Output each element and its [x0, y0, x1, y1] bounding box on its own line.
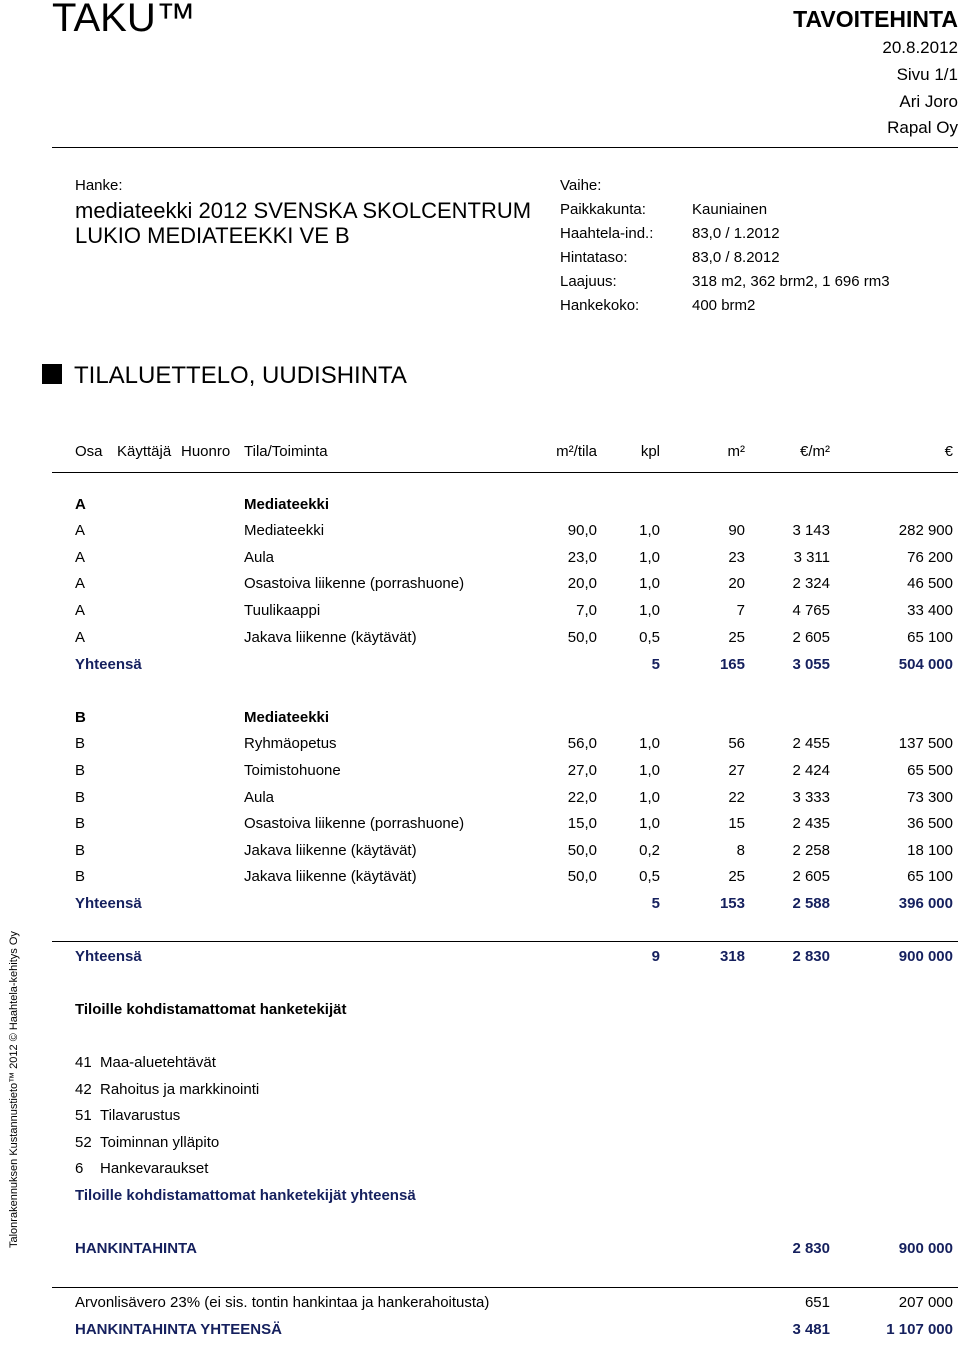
row-eur-m2: 2 324: [792, 575, 830, 592]
project-name: mediateekki 2012 SVENSKA SKOLCENTRUM LUKIO MEDIATEEKKI VE B: [75, 198, 532, 248]
row-kpl: 1,0: [639, 602, 660, 619]
vat-row: [0, 1294, 960, 1318]
grand-total-m2: 318: [719, 948, 745, 965]
grand-total-eur-m2: 2 830: [792, 948, 830, 965]
col-osa: Osa: [75, 443, 103, 460]
field-label: Hankekoko:: [560, 297, 640, 314]
row-m2: 25: [728, 629, 745, 646]
document-date: 20.8.2012: [882, 38, 958, 57]
vat-divider: [52, 1287, 958, 1288]
row-name: Ryhmäopetus: [244, 735, 337, 752]
group-heading: [0, 496, 960, 520]
field-label: Haahtela-ind.:: [560, 225, 654, 242]
field-label: Paikkakunta:: [560, 201, 646, 218]
hankintahinta-eur-m2: 2 830: [792, 1240, 830, 1257]
row-eur: 18 100: [907, 842, 953, 859]
row-osa: B: [75, 868, 86, 885]
row-kpl: 1,0: [639, 789, 660, 806]
row-osa: A: [75, 522, 86, 539]
table-row: [0, 789, 960, 813]
table-row: [0, 549, 960, 573]
row-m2-tila: 27,0: [567, 762, 597, 779]
cost-name: Rahoitus ja markkinointi: [100, 1081, 260, 1098]
table-row: [0, 602, 960, 626]
row-m2: 7: [736, 602, 745, 619]
col-kayttaja: Käyttäjä: [117, 443, 172, 460]
col-kpl: kpl: [640, 443, 660, 460]
row-m2-tila: 15,0: [567, 815, 597, 832]
col-huonro: Huonro: [181, 443, 231, 460]
cost-name: Hankevaraukset: [100, 1160, 209, 1177]
table-row: [0, 868, 960, 892]
group-name: Mediateekki: [244, 496, 330, 513]
row-eur-m2: 3 143: [792, 522, 830, 539]
row-m2-tila: 56,0: [567, 735, 597, 752]
cost-code: 42: [75, 1081, 92, 1098]
row-eur-m2: 2 455: [792, 735, 830, 752]
grand-total-kpl: 9: [651, 948, 660, 965]
row-kpl: 1,0: [639, 762, 660, 779]
col-eur-m2: €/m²: [800, 443, 830, 460]
row-name: Osastoiva liikenne (porrashuone): [244, 575, 465, 592]
row-eur-m2: 2 258: [792, 842, 830, 859]
vat-label: Arvonlisävero 23% (ei sis. tontin hankintaa ja hankerahoitusta): [75, 1294, 490, 1311]
row-eur: 65 100: [907, 868, 953, 885]
row-m2: 22: [728, 789, 745, 806]
page-number: Sivu 1/1: [896, 65, 958, 84]
hankintahinta-total-eur: 1 107 000: [886, 1321, 953, 1338]
list-item: [0, 1160, 960, 1184]
row-osa: B: [75, 789, 86, 806]
subtotal-label: Yhteensä: [75, 656, 142, 673]
row-eur-m2: 2 605: [792, 629, 830, 646]
hankintahinta-total-label: HANKINTAHINTA YHTEENSÄ: [75, 1321, 282, 1338]
hankintahinta-eur: 900 000: [898, 1240, 953, 1257]
list-item: [0, 1107, 960, 1131]
group-osa: A: [75, 496, 86, 513]
row-osa: B: [75, 735, 86, 752]
row-m2-tila: 22,0: [567, 789, 597, 806]
hankintahinta-total-eur-m2: 3 481: [792, 1321, 830, 1338]
header-divider: [52, 147, 958, 148]
hankintahinta-total-row: [0, 1321, 960, 1345]
row-kpl: 0,5: [639, 629, 660, 646]
subtotal-m2: 165: [719, 656, 745, 673]
row-osa: A: [75, 549, 86, 566]
subtotal-eur-m2: 3 055: [792, 656, 830, 673]
row-osa: B: [75, 815, 86, 832]
brand-logo: TAKU™: [52, 0, 196, 40]
row-m2-tila: 23,0: [567, 549, 597, 566]
table-row: [0, 575, 960, 599]
row-name: Toimistohuone: [244, 762, 341, 779]
document-title: TAVOITEHINTA: [793, 6, 958, 32]
field-label: Hintataso:: [560, 249, 628, 266]
row-eur: 36 500: [907, 815, 953, 832]
cost-code: 51: [75, 1107, 92, 1124]
row-name: Tuulikaappi: [244, 602, 321, 619]
vaihe-label: Vaihe:: [560, 177, 602, 194]
row-eur: 137 500: [898, 735, 953, 752]
row-osa: B: [75, 762, 86, 779]
grand-total-row: [0, 948, 960, 972]
field-label: Laajuus:: [560, 273, 617, 290]
hanke-label: Hanke:: [75, 177, 123, 194]
table-row: [0, 735, 960, 759]
field-value: 400 brm2: [692, 297, 756, 314]
table-row: [0, 522, 960, 546]
cost-code: 6: [75, 1160, 84, 1177]
row-eur: 65 100: [907, 629, 953, 646]
row-eur-m2: 2 424: [792, 762, 830, 779]
subtotal-eur: 396 000: [898, 895, 953, 912]
table-row: [0, 762, 960, 786]
copyright-side-text: Talonrakennuksen Kustannustieto™ 2012 © Haahtela-kehitys Oy: [8, 931, 20, 1248]
field-value: Kauniainen: [692, 201, 768, 218]
company-name: Rapal Oy: [887, 118, 958, 137]
row-eur: 33 400: [907, 602, 953, 619]
subtotal-kpl: 5: [651, 656, 660, 673]
row-name: Jakava liikenne (käytävät): [244, 629, 417, 646]
row-m2: 23: [728, 549, 745, 566]
row-eur: 282 900: [898, 522, 953, 539]
cost-name: Maa-aluetehtävät: [100, 1054, 216, 1071]
subtotal-kpl: 5: [651, 895, 660, 912]
group-heading: [0, 709, 960, 733]
row-m2: 27: [728, 762, 745, 779]
row-name: Osastoiva liikenne (porrashuone): [244, 815, 465, 832]
row-kpl: 0,5: [639, 868, 660, 885]
col-m2: m²: [727, 443, 745, 460]
row-kpl: 1,0: [639, 549, 660, 566]
row-kpl: 1,0: [639, 522, 660, 539]
subtotal-row: [0, 656, 960, 680]
row-osa: A: [75, 575, 86, 592]
row-m2: 25: [728, 868, 745, 885]
row-eur-m2: 2 435: [792, 815, 830, 832]
grand-total-eur: 900 000: [898, 948, 953, 965]
row-kpl: 1,0: [639, 815, 660, 832]
row-eur: 73 300: [907, 789, 953, 806]
section-title: TILALUETTELO, UUDISHINTA: [74, 362, 407, 389]
row-m2-tila: 50,0: [567, 629, 597, 646]
row-name: Aula: [244, 549, 275, 566]
list-item: [0, 1134, 960, 1158]
cost-code: 41: [75, 1054, 92, 1071]
cost-code: 52: [75, 1134, 92, 1151]
row-osa: A: [75, 629, 86, 646]
subtotal-eur-m2: 2 588: [792, 895, 830, 912]
hankintahinta-row: [0, 1240, 960, 1264]
row-m2-tila: 90,0: [567, 522, 597, 539]
row-eur: 76 200: [907, 549, 953, 566]
col-tila: Tila/Toiminta: [244, 443, 328, 460]
subtotal-label: Yhteensä: [75, 895, 142, 912]
row-eur: 65 500: [907, 762, 953, 779]
vat-eur-m2: 651: [804, 1294, 830, 1311]
unallocated-total-row: [0, 1187, 960, 1211]
section-marker: [42, 364, 62, 384]
row-kpl: 0,2: [639, 842, 660, 859]
col-eur: €: [944, 443, 953, 460]
field-value: 83,0 / 8.2012: [692, 249, 780, 266]
table-header-divider: [52, 472, 958, 473]
row-m2-tila: 50,0: [567, 868, 597, 885]
row-eur-m2: 4 765: [792, 602, 830, 619]
table-row: [0, 815, 960, 839]
row-eur: 46 500: [907, 575, 953, 592]
row-name: Jakava liikenne (käytävät): [244, 842, 417, 859]
row-name: Mediateekki: [244, 522, 325, 539]
group-osa: B: [75, 709, 86, 726]
vat-eur: 207 000: [898, 1294, 953, 1311]
row-eur-m2: 3 333: [792, 789, 830, 806]
row-m2: 15: [728, 815, 745, 832]
row-kpl: 1,0: [639, 575, 660, 592]
table-row: [0, 842, 960, 866]
subtotal-eur: 504 000: [898, 656, 953, 673]
row-m2-tila: 50,0: [567, 842, 597, 859]
row-m2-tila: 7,0: [576, 602, 597, 619]
table-header: [0, 443, 960, 467]
field-value: 83,0 / 1.2012: [692, 225, 780, 242]
field-value: 318 m2, 362 brm2, 1 696 rm3: [692, 273, 890, 290]
row-osa: B: [75, 842, 86, 859]
author-name: Ari Joro: [899, 92, 958, 111]
row-m2-tila: 20,0: [567, 575, 597, 592]
row-eur-m2: 3 311: [793, 549, 830, 566]
row-eur-m2: 2 605: [792, 868, 830, 885]
unallocated-heading: [0, 1001, 960, 1025]
cost-name: Tilavarustus: [100, 1107, 181, 1124]
table-row: [0, 629, 960, 653]
group-name: Mediateekki: [244, 709, 330, 726]
unallocated-total-label: Tiloille kohdistamattomat hanketekijät yhteensä: [75, 1187, 416, 1204]
row-m2: 90: [728, 522, 745, 539]
row-osa: A: [75, 602, 86, 619]
list-item: [0, 1081, 960, 1105]
row-name: Jakava liikenne (käytävät): [244, 868, 417, 885]
subtotal-m2: 153: [719, 895, 745, 912]
col-m2-tila: m²/tila: [556, 443, 597, 460]
grand-total-label: Yhteensä: [75, 948, 142, 965]
row-kpl: 1,0: [639, 735, 660, 752]
unallocated-heading-text: Tiloille kohdistamattomat hanketekijät: [75, 1001, 347, 1018]
row-m2: 56: [728, 735, 745, 752]
list-item: [0, 1054, 960, 1078]
total-divider: [52, 941, 958, 942]
row-m2: 8: [736, 842, 745, 859]
hankintahinta-label: HANKINTAHINTA: [75, 1240, 197, 1257]
subtotal-row: [0, 895, 960, 919]
row-m2: 20: [728, 575, 745, 592]
cost-name: Toiminnan ylläpito: [100, 1134, 220, 1151]
row-name: Aula: [244, 789, 275, 806]
